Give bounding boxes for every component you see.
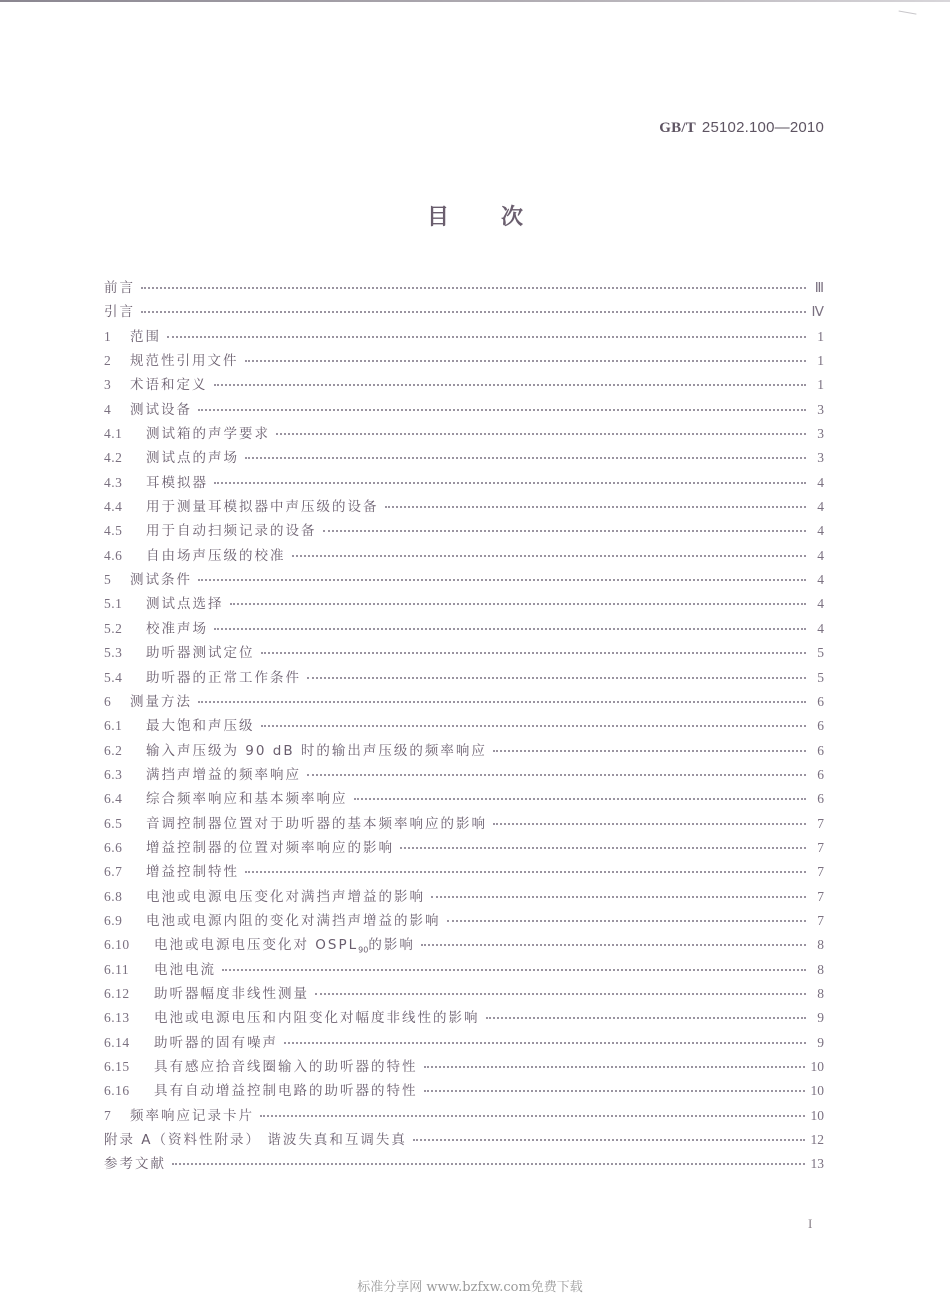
table-of-contents	[104, 276, 824, 1177]
toc-entry[interactable]	[104, 836, 824, 860]
dot-leader	[413, 1138, 805, 1141]
toc-entry-label: 测试点选择	[146, 596, 224, 613]
toc-entry-label: 助听器测试定位	[146, 645, 255, 662]
toc-entry[interactable]	[104, 1128, 824, 1152]
dot-leader	[172, 1162, 805, 1165]
dot-leader	[354, 797, 807, 800]
scan-corner-mark	[898, 10, 917, 20]
toc-entry-label: 耳模拟器	[146, 474, 208, 491]
toc-entry[interactable]	[104, 398, 824, 422]
dot-leader	[141, 286, 806, 289]
dot-leader	[276, 432, 806, 435]
standard-number	[659, 119, 824, 137]
toc-entry-page: Ⅲ	[814, 280, 824, 295]
toc-entry-page: 10	[810, 1107, 824, 1123]
toc-entry-number: 6.10	[104, 937, 130, 953]
dot-leader	[447, 919, 807, 922]
toc-entry-page: 3	[817, 401, 824, 417]
toc-entry-number: 5.3	[104, 645, 123, 661]
toc-entry-page: 12	[810, 1132, 824, 1148]
toc-entry-page: 6	[817, 791, 824, 807]
toc-entry-label: 附录 A（资料性附录） 谐波失真和互调失真	[104, 1132, 407, 1149]
toc-entry-page: 3	[817, 426, 824, 442]
dot-leader	[431, 895, 806, 898]
toc-entry-label: 术语和定义	[130, 377, 208, 394]
toc-entry-page: 10	[810, 1083, 824, 1099]
toc-entry[interactable]	[104, 787, 824, 811]
toc-entry-number: 4.6	[104, 547, 123, 563]
dot-leader	[198, 408, 806, 411]
toc-entry-label: 电池电流	[154, 961, 216, 978]
toc-entry-label: 用于测量耳模拟器中声压级的设备	[146, 499, 379, 516]
toc-entry-page: 4	[817, 499, 824, 515]
toc-entry-number: 2	[104, 353, 112, 369]
dot-leader	[292, 554, 807, 557]
dot-leader	[385, 505, 807, 508]
page-title	[0, 200, 950, 231]
toc-entry-number: 7	[104, 1107, 112, 1123]
toc-entry-number: 6.9	[104, 912, 123, 928]
toc-entry[interactable]	[104, 592, 824, 616]
toc-entry-label: 范围	[130, 328, 161, 345]
dot-leader	[493, 749, 806, 752]
toc-entry-page: 9	[817, 1010, 824, 1026]
watermark-text: 标准分享网 www.bzfxw.com免费下载	[357, 1280, 583, 1295]
toc-entry-label: 校准声场	[146, 620, 208, 637]
toc-entry[interactable]	[104, 446, 824, 470]
toc-entry[interactable]	[104, 1055, 824, 1079]
toc-entry-page: 9	[817, 1034, 824, 1050]
toc-entry-label: 测试箱的声学要求	[146, 426, 270, 443]
toc-entry[interactable]	[104, 982, 824, 1006]
dot-leader	[141, 310, 806, 313]
toc-entry[interactable]	[104, 739, 824, 763]
toc-entry-number: 4.3	[104, 474, 123, 490]
toc-entry-label: 助听器幅度非线性测量	[154, 985, 309, 1002]
toc-entry-number: 6.16	[104, 1083, 130, 1099]
toc-entry-label: 助听器的固有噪声	[154, 1034, 278, 1051]
dot-leader	[486, 1016, 807, 1019]
toc-entry-number: 6.6	[104, 839, 123, 855]
toc-entry-label: 具有感应拾音线圈输入的助听器的特性	[154, 1059, 418, 1075]
toc-entry-label: 参考文献	[104, 1156, 166, 1173]
toc-entry-number: 4.4	[104, 499, 123, 515]
toc-entry[interactable]	[104, 349, 824, 373]
toc-entry[interactable]	[104, 276, 824, 300]
dot-leader	[198, 700, 806, 703]
toc-entry-page: 4	[817, 596, 824, 612]
toc-entry-number: 4.1	[104, 426, 123, 442]
toc-entry-page: 7	[817, 912, 824, 928]
toc-entry-label: 增益控制特性	[146, 864, 239, 881]
toc-entry-page: 1	[817, 377, 824, 393]
watermark	[0, 1276, 950, 1295]
toc-entry[interactable]	[104, 422, 824, 446]
toc-entry[interactable]	[104, 617, 824, 641]
toc-entry-page: 3	[817, 450, 824, 466]
toc-entry-label: 规范性引用文件	[130, 353, 239, 370]
dot-leader	[261, 651, 807, 654]
toc-entry-number: 6.14	[104, 1034, 130, 1050]
dot-leader	[400, 846, 806, 849]
standard-code: 25102.100—2010	[701, 119, 824, 136]
toc-entry[interactable]	[104, 666, 824, 690]
toc-entry-number: 3	[104, 377, 112, 393]
toc-entry-page: 1	[817, 328, 824, 344]
toc-entry-label: 综合频率响应和基本频率响应	[146, 791, 348, 808]
dot-leader	[315, 992, 806, 995]
dot-leader	[230, 602, 807, 605]
title-char-2: 次	[501, 205, 524, 230]
toc-entry-label: 自由场声压级的校准	[146, 547, 286, 564]
toc-entry-label: 电池或电源电压和内阻变化对幅度非线性的影响	[154, 1010, 480, 1027]
toc-entry-label: 测量方法	[130, 693, 192, 710]
toc-entry-label-part: 的影响	[368, 937, 415, 954]
toc-entry-page: 6	[817, 742, 824, 758]
toc-entry-page: 4	[817, 620, 824, 636]
toc-entry-page: 4	[817, 572, 824, 588]
toc-entry[interactable]	[104, 544, 824, 568]
toc-entry-page: 4	[817, 523, 824, 539]
dot-leader	[198, 578, 806, 581]
page-number: I	[808, 1216, 813, 1231]
scan-top-edge	[0, 0, 950, 2]
toc-entry-number: 6.5	[104, 815, 123, 831]
dot-leader	[245, 359, 807, 362]
toc-entry-label: 助听器的正常工作条件	[146, 669, 301, 686]
toc-entry[interactable]	[104, 958, 824, 982]
toc-entry-number: 6.3	[104, 766, 123, 782]
toc-entry[interactable]	[104, 1152, 824, 1176]
toc-entry-label	[154, 933, 415, 955]
toc-entry-number: 6.12	[104, 985, 130, 1001]
dot-leader	[167, 335, 806, 338]
toc-entry[interactable]	[104, 763, 824, 787]
title-char-1: 目	[426, 205, 449, 230]
toc-entry-page: 7	[817, 815, 824, 831]
toc-entry[interactable]	[104, 933, 824, 957]
dot-leader	[214, 383, 807, 386]
toc-entry[interactable]	[104, 300, 824, 324]
toc-entry[interactable]	[104, 885, 824, 909]
dot-leader	[493, 822, 806, 825]
toc-entry-label: 最大饱和声压级	[146, 718, 255, 735]
toc-entry-label: 前言	[104, 280, 135, 296]
toc-entry[interactable]	[104, 641, 824, 665]
dot-leader	[323, 529, 807, 532]
toc-entry-label: 电池或电源电压变化对满挡声增益的影响	[146, 888, 425, 905]
standard-prefix: GB/T	[659, 120, 696, 136]
dot-leader	[245, 870, 806, 873]
toc-entry-page: 13	[810, 1156, 824, 1172]
toc-entry-label: 音调控制器位置对于助听器的基本频率响应的影响	[146, 815, 487, 832]
toc-entry-label: 测试条件	[130, 572, 192, 589]
toc-entry-number: 5.2	[104, 620, 123, 636]
toc-entry-label: 用于自动扫频记录的设备	[146, 523, 317, 540]
dot-leader	[214, 481, 806, 484]
toc-entry-number: 1	[104, 328, 112, 344]
toc-entry-label: 测试设备	[130, 401, 192, 418]
toc-entry-label: 输入声压级为 90 dB 时的输出声压级的频率响应	[146, 742, 487, 759]
toc-entry[interactable]	[104, 1104, 824, 1128]
toc-entry[interactable]	[104, 812, 824, 836]
toc-entry[interactable]	[104, 860, 824, 884]
toc-entry-page: 8	[817, 937, 824, 953]
dot-leader	[424, 1065, 805, 1068]
toc-entry-label: 测试点的声场	[146, 450, 239, 467]
toc-entry-label-part: 电池或电源电压变化对 OSPL	[154, 937, 359, 954]
dot-leader	[260, 1114, 805, 1117]
toc-entry[interactable]	[104, 1031, 824, 1055]
toc-entry-page: 8	[817, 961, 824, 977]
toc-entry-page: 8	[817, 985, 824, 1001]
toc-entry-label: 具有自动增益控制电路的助听器的特性	[154, 1083, 418, 1100]
toc-entry-number: 6.1	[104, 718, 123, 734]
toc-entry-page: 4	[817, 547, 824, 563]
toc-entry[interactable]	[104, 1079, 824, 1103]
toc-entry-page: 7	[817, 864, 824, 880]
toc-entry-number: 5	[104, 572, 112, 588]
toc-entry-number: 6.8	[104, 888, 123, 904]
toc-entry-number: 6.2	[104, 742, 123, 758]
dot-leader	[424, 1089, 805, 1092]
toc-entry[interactable]	[104, 471, 824, 495]
toc-entry-number: 4	[104, 401, 112, 417]
toc-entry-page: 6	[817, 766, 824, 782]
toc-entry-number: 6	[104, 693, 112, 709]
dot-leader	[245, 456, 806, 459]
toc-entry-number: 6.15	[104, 1059, 130, 1074]
dot-leader	[307, 676, 806, 679]
toc-entry-label: 满挡声增益的频率响应	[146, 766, 301, 783]
toc-entry-page: Ⅳ	[811, 304, 824, 320]
toc-entry-page: 10	[810, 1059, 824, 1074]
toc-entry-page: 5	[817, 645, 824, 661]
toc-entry-label: 频率响应记录卡片	[130, 1107, 254, 1124]
toc-entry-label: 增益控制器的位置对频率响应的影响	[146, 839, 394, 856]
toc-entry-number: 6.4	[104, 791, 123, 807]
toc-entry-label: 引言	[104, 304, 135, 321]
toc-entry-page: 7	[817, 888, 824, 904]
toc-entry-page: 6	[817, 718, 824, 734]
toc-entry-number: 6.7	[104, 864, 123, 880]
toc-entry-label-subscript: 90	[358, 945, 369, 955]
toc-entry-page: 1	[817, 353, 824, 369]
toc-entry-number: 5.1	[104, 596, 123, 612]
toc-entry-label: 电池或电源内阻的变化对满挡声增益的影响	[146, 912, 441, 929]
toc-entry[interactable]	[104, 1006, 824, 1030]
dot-leader	[307, 773, 806, 776]
toc-entry[interactable]	[104, 714, 824, 738]
toc-entry-number: 5.4	[104, 669, 123, 685]
toc-entry-page: 7	[817, 839, 824, 855]
toc-entry-page: 4	[817, 474, 824, 490]
dot-leader	[214, 627, 806, 630]
toc-entry-number: 6.11	[104, 961, 130, 977]
dot-leader	[421, 943, 806, 946]
toc-entry[interactable]	[104, 325, 824, 349]
toc-entry-page: 5	[817, 669, 824, 685]
toc-entry-number: 4.5	[104, 523, 123, 539]
toc-entry[interactable]	[104, 690, 824, 714]
toc-entry[interactable]	[104, 495, 824, 519]
toc-entry-number: 6.13	[104, 1010, 130, 1026]
toc-entry[interactable]	[104, 909, 824, 933]
dot-leader	[284, 1041, 806, 1044]
toc-entry[interactable]	[104, 519, 824, 543]
dot-leader	[261, 724, 807, 727]
toc-entry[interactable]	[104, 373, 824, 397]
toc-entry-number: 4.2	[104, 450, 123, 466]
toc-entry[interactable]	[104, 568, 824, 592]
toc-entry-page: 6	[817, 693, 824, 709]
dot-leader	[222, 968, 806, 971]
